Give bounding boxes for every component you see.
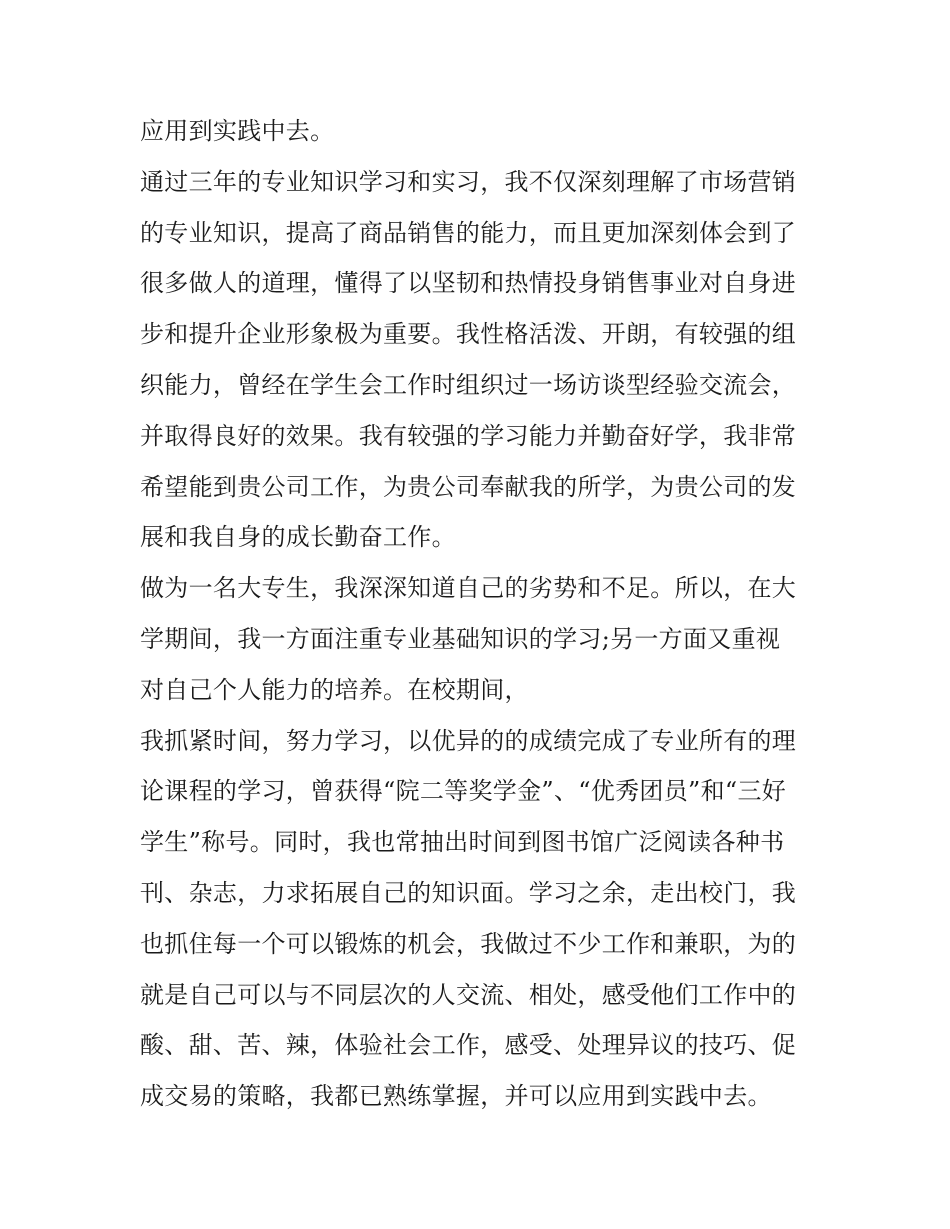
text-line: 做为一名大专生，我深深知道自己的劣势和不足。所以，在大	[140, 574, 797, 603]
text-line: 刊、杂志，力求拓展自己的知识面。学习之余，走出校门，我	[140, 878, 797, 907]
text-line: 论课程的学习，曾获得“院二等奖学金”、“优秀团员”和“三好	[140, 777, 787, 806]
text-line: 就是自己可以与不同层次的人交流、相处，感受他们工作中的	[140, 980, 797, 1009]
text-line: 酸、甜、苦、辣，体验社会工作，感受、处理异议的技巧、促	[140, 1031, 797, 1060]
text-line: 很多做人的道理，懂得了以坚韧和热情投身销售事业对自身进	[140, 269, 797, 298]
text-line: 学生”称号。同时，我也常抽出时间到图书馆广泛阅读各种书	[140, 828, 785, 857]
document-body	[140, 106, 820, 1122]
text-line: 成交易的策略，我都已熟练掌握，并可以应用到实践中去。	[140, 1082, 772, 1111]
text-line: 展和我自身的成长勤奋工作。	[140, 523, 456, 552]
text-line: 对自己个人能力的培养。在校期间，	[140, 675, 529, 704]
text-line: 也抓住每一个可以锻炼的机会，我做过不少工作和兼职，为的	[140, 929, 797, 958]
text-line: 织能力，曾经在学生会工作时组织过一场访谈型经验交流会，	[140, 370, 797, 399]
text-line: 通过三年的专业知识学习和实习，我不仅深刻理解了市场营销	[140, 167, 797, 196]
text-line: 的专业知识，提高了商品销售的能力，而且更加深刻体会到了	[140, 218, 797, 247]
text-line: 希望能到贵公司工作，为贵公司奉献我的所学，为贵公司的发	[140, 472, 797, 501]
text-line: 步和提升企业形象极为重要。我性格活泼、开朗，有较强的组	[140, 320, 797, 349]
text-line: 应用到实践中去。	[140, 117, 335, 145]
text-line: 学期间，我一方面注重专业基础知识的学习;另一方面又重视	[140, 624, 781, 653]
text-line: 我抓紧时间，努力学习，以优异的的成绩完成了专业所有的理	[140, 726, 797, 755]
text-line: 并取得良好的效果。我有较强的学习能力并勤奋好学，我非常	[140, 421, 797, 450]
